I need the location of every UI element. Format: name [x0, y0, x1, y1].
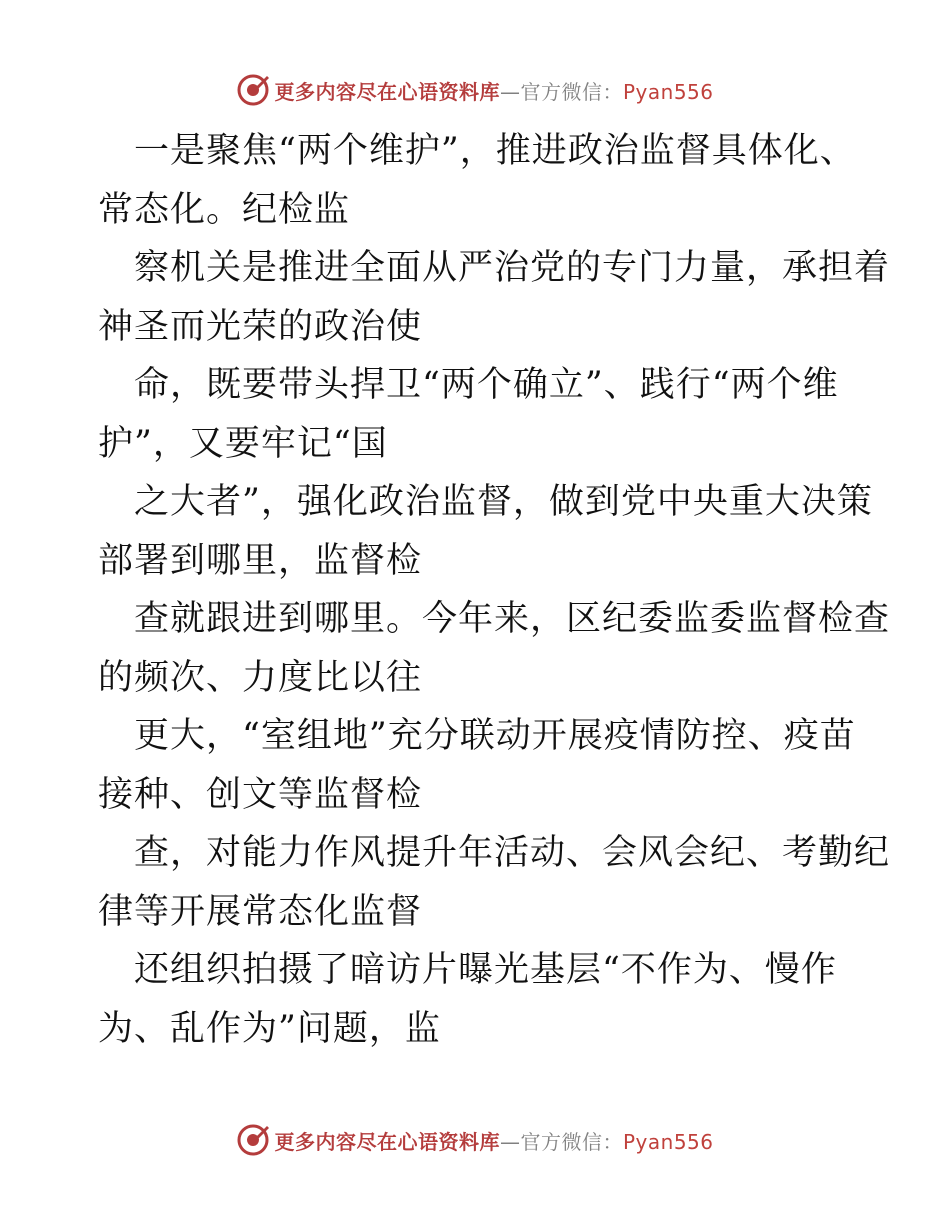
footer-banner-official: 官方微信： — [520, 1129, 623, 1154]
header-banner-wechat-id: Pyan556 — [622, 79, 714, 104]
text-line: 为、乱作为”问题，监 — [98, 1008, 441, 1049]
footer-banner — [0, 1120, 950, 1160]
header-banner-official: 官方微信： — [520, 79, 623, 104]
text-line: 律等开展常态化监督 — [98, 891, 423, 932]
header-banner-dash: — — [499, 79, 521, 104]
brand-logo-icon — [236, 73, 270, 107]
text-line: 护”，又要牢记“国 — [98, 423, 388, 464]
footer-banner-dash: — — [499, 1129, 521, 1154]
text-line: 之大者”，强化政治监督，做到党中央重大决策 — [134, 482, 873, 522]
text-line: 的频次、力度比以往 — [98, 657, 423, 698]
text-line: 查就跟进到哪里。今年来，区纪委监委监督检查 — [134, 599, 891, 639]
header-banner — [0, 70, 950, 110]
text-line: 查，对能力作风提升年活动、会风会纪、考勤纪 — [134, 833, 891, 873]
text-line: 察机关是推进全面从严治党的专门力量，承担着 — [134, 248, 891, 288]
text-line: 还组织拍摄了暗访片曝光基层“不作为、慢作 — [134, 950, 837, 990]
text-line: 一是聚焦“两个维护”，推进政治监督具体化、 — [134, 131, 856, 171]
text-line: 神圣而光荣的政治使 — [98, 306, 423, 347]
text-line: 常态化。纪检监 — [98, 189, 351, 230]
header-banner-title: 更多内容尽在心语资料库 — [274, 79, 500, 104]
text-line: 更大，“室组地”充分联动开展疫情防控、疫苗 — [134, 716, 856, 756]
brand-logo-icon — [236, 1123, 270, 1157]
text-line: 接种、创文等监督检 — [98, 774, 423, 815]
text-line: 部署到哪里，监督检 — [98, 540, 423, 581]
footer-banner-wechat-id: Pyan556 — [622, 1129, 714, 1154]
document-body — [98, 122, 891, 1058]
text-line: 命，既要带头捍卫“两个确立”、践行“两个维 — [134, 365, 839, 405]
footer-banner-title: 更多内容尽在心语资料库 — [274, 1129, 500, 1154]
